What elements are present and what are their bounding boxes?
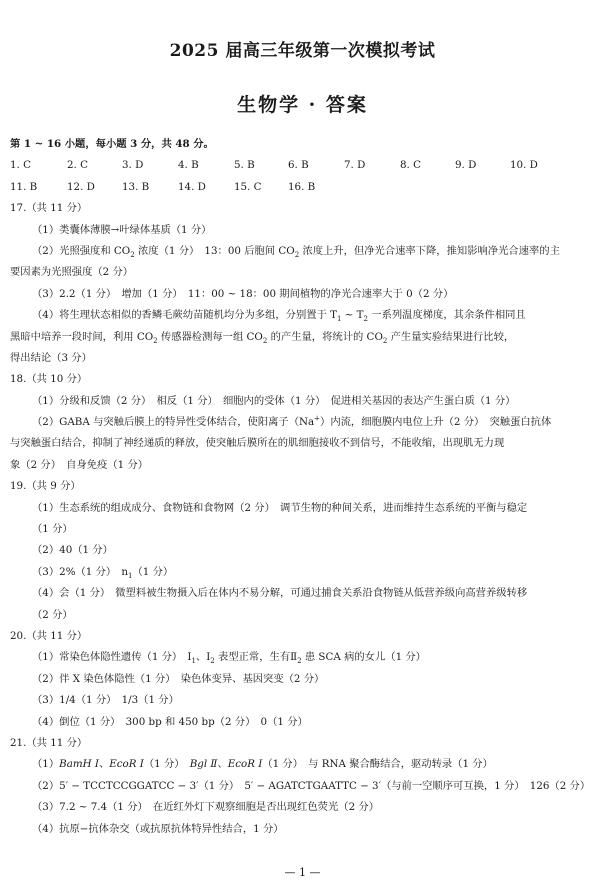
- mc-answer: 2. C: [67, 159, 88, 172]
- q19-heading: 19.（共 9 分）: [10, 480, 81, 493]
- mc-answer: 12. D: [67, 180, 95, 193]
- mc-answer: 3. D: [122, 159, 144, 172]
- q21-heading: 21.（共 11 分）: [10, 736, 88, 749]
- q18-part2-cont2: 象（2 分） 自身免疫（1 分）: [10, 458, 149, 471]
- mc-answer: 1. C: [10, 159, 31, 172]
- q21-part1: （1）BamH Ⅰ、EcoR Ⅰ（1 分） Bgl Ⅱ、EcoR Ⅰ（1 分） 与 RNA 聚合酶结合，驱动转录（1 分）: [32, 758, 493, 771]
- q17-part2-cont: 要因素为光照强度（2 分）: [10, 266, 134, 279]
- q19-part4: （4）会（1 分） 微塑料被生物摄入后在体内不易分解，可通过捕食关系沿食物链从低营养级向高营养级转移: [32, 587, 528, 600]
- mc-answer: 16. B: [288, 180, 316, 193]
- mc-answer: 13. B: [122, 180, 150, 193]
- mc-answers-row-2: [0, 177, 605, 198]
- mc-answer: 10. D: [510, 159, 538, 172]
- answer-content: [0, 134, 605, 840]
- q21-part3: （3）7.2 ~ 7.4（1 分） 在近红外灯下观察细胞是否出现红色荧光（2 分）: [32, 801, 379, 814]
- mc-answer: 6. B: [288, 159, 309, 172]
- q20-part3: （3）1/4（1 分） 1/3（1 分）: [32, 694, 179, 707]
- q17-part4-cont: 黑暗中培养一段时间，利用 $CO_2$ 传感器检测每一组 $CO_2$ 的产生量，将统计的 $CO_2$ 产生量实验结果进行比较，: [10, 330, 515, 345]
- q18-heading: 18.（共 10 分）: [10, 373, 88, 386]
- mc-answers-row-1: [0, 155, 605, 176]
- q20-heading: 20.（共 11 分）: [10, 629, 88, 642]
- q17-heading: 17.（共 11 分）: [10, 202, 88, 215]
- q18-part1: （1）分级和反馈（2 分） 相反（1 分） 细胞内的受体（1 分） 促进相关基因的表达产生蛋白质（1 分）: [32, 394, 516, 407]
- q18-part2-cont: 与突触蛋白结合，抑制了神经递质的释放，使突触后膜所在的肌细胞接收不到信号，不能收缩，出现肌无力现: [10, 437, 505, 450]
- mc-answer: 4. B: [178, 159, 199, 172]
- mc-answer: 5. B: [234, 159, 255, 172]
- mc-answer: 15. C: [234, 180, 262, 193]
- q21-part2: （2）5′ − TCCTCCGGATCC − 3′（1 分） 5′ − AGATCTGAATTC − 3′（与前一空顺序可互换，1 分） 126（2 分）: [32, 779, 591, 792]
- q19-part1: （1）生态系统的组成成分、食物链和食物网（2 分） 调节生物的种间关系，进而维持生态系统的平衡与稳定: [32, 501, 528, 514]
- q20-part4: （4）倒位（1 分） 300 bp 和 450 bp（2 分） 0（1 分）: [32, 715, 308, 728]
- q17-part4-cont2: 得出结论（3 分）: [10, 351, 92, 364]
- mc-answer: 7. D: [344, 159, 366, 172]
- mc-answer: 14. D: [178, 180, 206, 193]
- mc-header: 第 1 ~ 16 小题，每小题 3 分，共 48 分。: [10, 138, 214, 150]
- q17-part1: （1）类囊体薄膜→叶绿体基质（1 分）: [32, 223, 212, 236]
- q20-part2: （2）伴 X 染色体隐性（1 分） 染色体变异、基因突变（2 分）: [32, 672, 325, 685]
- q18-part2: （2）GABA 与突触后膜上的特异性受体结合，使阳离子（Na+）内流，细胞膜内电位上升（2 分） 突触蛋白抗体: [32, 414, 552, 429]
- q21-part4: （4）抗原−抗体杂交（或抗原抗体特异性结合，1 分）: [32, 822, 284, 835]
- q19-part2: （2）40（1 分）: [32, 544, 113, 557]
- q20-part1: （1）常染色体隐性遗传（1 分） $Ⅰ_1$、$Ⅰ_2$ 表型正常，生有$Ⅱ_2$ 患 SCA 病的女儿（1 分）: [32, 651, 426, 666]
- page-title: 2025 届高三年级第一次模拟考试: [169, 41, 436, 61]
- q17-part4: （4）将生理状态相似的香鳞毛蕨幼苗随机均分为多组，分别置于 $T_1$ ~ $T_2$ 一系列温度梯度，其余条件相同且: [32, 309, 526, 324]
- q17-part2: （2）光照强度和 $CO_2$ 浓度（1 分） 13：00 后胞间 $CO_2$ 浓度上升，但净光合速率下降，推知影响净光合速率的主: [32, 244, 560, 259]
- q19-part1-cont: （1 分）: [32, 523, 73, 536]
- q19-part4-cont: （2 分）: [32, 608, 73, 621]
- q17-part3: （3）2.2（1 分） 增加（1 分） 11：00 ~ 18：00 期间植物的净光合速率大于 0（2 分）: [32, 287, 454, 300]
- mc-answer: 9. D: [455, 159, 477, 172]
- q19-part3: （3）2%（1 分） $n_1(1$ 分）: [32, 565, 174, 580]
- mc-answer: 8. C: [400, 159, 421, 172]
- mc-answer: 11. B: [10, 180, 38, 193]
- page-subtitle: 生物学 · 答案: [237, 94, 368, 116]
- page-number: — 1 —: [284, 866, 321, 879]
